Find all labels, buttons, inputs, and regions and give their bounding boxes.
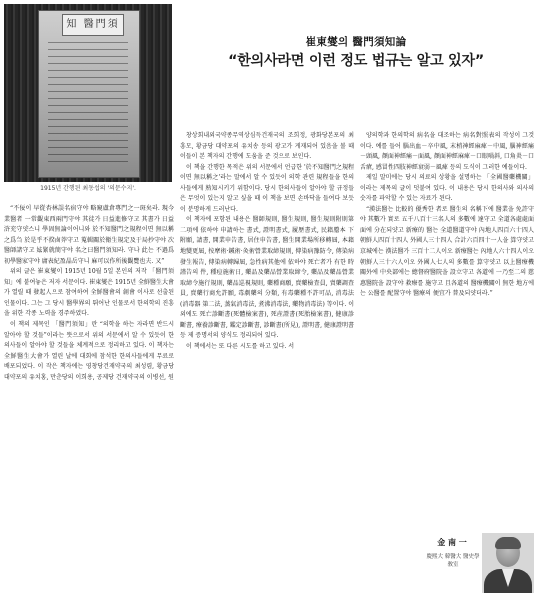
text-column-1 <box>4 204 174 383</box>
paragraph: 위의 글은 崔東燮이 1915년 10월 5일 본인의 저작 「醫門須知」에 붙여놓은 저자 서문이다. 崔東燮은 1915년 全鮮醫生大會가 열릴 때 發起人으로 참여하여 全鮮醫會의 創會 이사로 선출된 인물이다. 그는 그 당시 醫學界의 뛰어난 인물로서 한의학의 진흥을 위한 각종 노력을 경주하였다. <box>4 268 174 318</box>
paragraph: 이 책을 간행한 목적은 위의 서문에서 언급한 '於不知醫門之規程이면 無以稱之'라는 말에서 알 수 있듯이 의학 관련 規程들을 한의사들에게 熟知시키기 위함이다. 당시 한의사들이 알아야 할 규정들은 무엇이 있는지 알고 싶을 때 이 책을 보면 손바닥을 들여다 보듯이 분명하게 드러난다. <box>180 163 354 213</box>
text-column-2 <box>180 131 354 352</box>
author-box <box>426 533 534 593</box>
article-headline: “한의사라면 이런 정도 법규는 알고 있자” <box>228 53 484 69</box>
paragraph: “不佞이 早從杏林誤名宿守야 略窺盧倉專門之一斑矣라. 現今業醫者 一常觀東西兩門守야 其徒가 日益進修守고 其書가 日益浒充守얏스니 學固無論이어니와 於不知醫門之規程이면 無以稱之爲刍 於是乎不揆鹵莽守고 蒐輯關於衛生規定及于局抄守야 次醫師諸守고 妶緊就簡守야 名之曰醫門須知라. 守나 此는 不過爲初學醫家守야 庸表紀盈晶岳守니 麻可以作所後觀覽也夫. 又” <box>4 205 174 265</box>
text-column-3 <box>360 131 534 300</box>
paragraph: 이 책의 제목인 「醫門須知」란 “의학을 하는 자라면 반드시 알아야 할 것들”이라는 뜻으로서 위의 서문에서 알 수 있듯이 한의사들이 알아야 할 것들을 체계적으로 정리하고 있다. 이 책자는 全鮮醫生大會가 열린 날에 대회에 참석한 한의사들에게 무료로 배포되었다. 이 작은 책자에는 영창당건재약국의 최성렴, 황금당대약포의 유치홍, 만춘당의 이희용, 공제당 건재약국의 이병선, 원 <box>4 321 174 381</box>
paragraph: 창상회내외국약종무역상심득건재국의 조희정, 광화당본포의 최흥모, 황금당 대약포의 유치송 등의 광고가 게재되어 있음을 볼 때 이들이 본 책자의 간행에 도움을 준 것으로 보인다. <box>180 132 354 161</box>
author-affiliation: 慶熙大 韓醫大 醫史學敎室 <box>426 554 480 568</box>
paragraph: “漢法醫는 比較的 優秀한 者로 醫生의 名稱下에 醫業을 免許守야 其數가 實로 五千八百十三名人의 多數에 達守고 全道各處處面面에 分在되얏고 新療的 醫는 全道醫道守야 內地人四百六十四人 朝鮮人四百十四人 外國人三十四人 合計六百四十一人을 算守얏고 京城에는 漢法醫가 三百十二人이오 新療醫는 內地人六十四人이오 朝鮮人三十六人이오 外國人七人의 多數를 算守얏고 以上醫療機關外에 中央部에는 總督府醫院을 設立守고 各道에 一乃至二의 慈惠醫院을 設守야 救療를 施守고 且各道의 醫療機關이 無한 地方에는 公醫를 配置守야 醫療의 便宜가 普及되얏더라.” <box>360 205 534 298</box>
article-kicker: 崔東燮의 醫門須知論 <box>305 36 407 48</box>
paragraph: 이 책자에 포함된 내용은 醫師規則, 醫生規則, 醫生規則附則第二項에 依하야 申請하는 書式, 證明書式, 履歷書式, 民籍謄本 下附願, 請書, 開業申告書, 居住申告書, 醫生開業場所移轉屆, 本籍地變更屆, 按摩術·鍼術·灸術營業取締規則, 傳染病豫防令, 傳染病發生報告, 傳染病轉歸屆, 急性病其他에 依하야 死亡者가 有한 時謹告의 件, 種痘施術日, 藥品及藥品營業取締令, 藥品及藥品營業取締令施行規則, 藥品巡視規則, 藥種商願, 賣藥檢査員, 賣藥調査員, 賣藥行商允許願, 毒劇藥의 分類, 有毒藥種不許可品, 消毒法(消毒器 第二法, 蒸氣消毒法, 煮沸消毒法, 藥物消毒法) 等이다. 이 외에도 死亡診斷書(死體檢案書), 死産證書(死胎檢案書), 健康診斷書, 療養診斷書, 鑑定診斷書, 診斷書(所見), 證明書, 健康證明書 등 제 증명서의 양식도 정리되어 있다. <box>180 216 354 340</box>
book-cover-title: 知 醫門須 <box>62 14 124 36</box>
author-name: 金 南 一 <box>437 537 467 547</box>
author-portrait <box>482 533 534 593</box>
paragraph: 이 책에서는 또 다른 시도를 하고 있다. 서 <box>186 342 294 350</box>
paragraph: 양의학과 한의학의 病名을 대조하는 病名對照表의 작성이 그것이다. 예를 들어 腦出血－卒中風, 末梢神經麻痺－中風, 腦神經痛－頭風, 顏面神經痛－面風, 顏面神經麻痺－口眼喎斜, 口角炎－口舌瘡, 感冒性四肢神經衰弱－風痺 등의 도식이 그러한 예들이다. <box>360 132 534 171</box>
paragraph: 제일 말미에는 당시 의료의 상황을 설명하는 「全國醫藥機關」이라는 제목의 글이 덧붙여 있다. 이 내용은 당시 한의사와 의사의 숫자를 파악할 수 있는 자료가 된다. <box>360 174 534 203</box>
book-cover-photo <box>4 4 172 182</box>
photo-caption: 1915년 간행된 최동섭의 '의문수지'. <box>40 185 136 192</box>
